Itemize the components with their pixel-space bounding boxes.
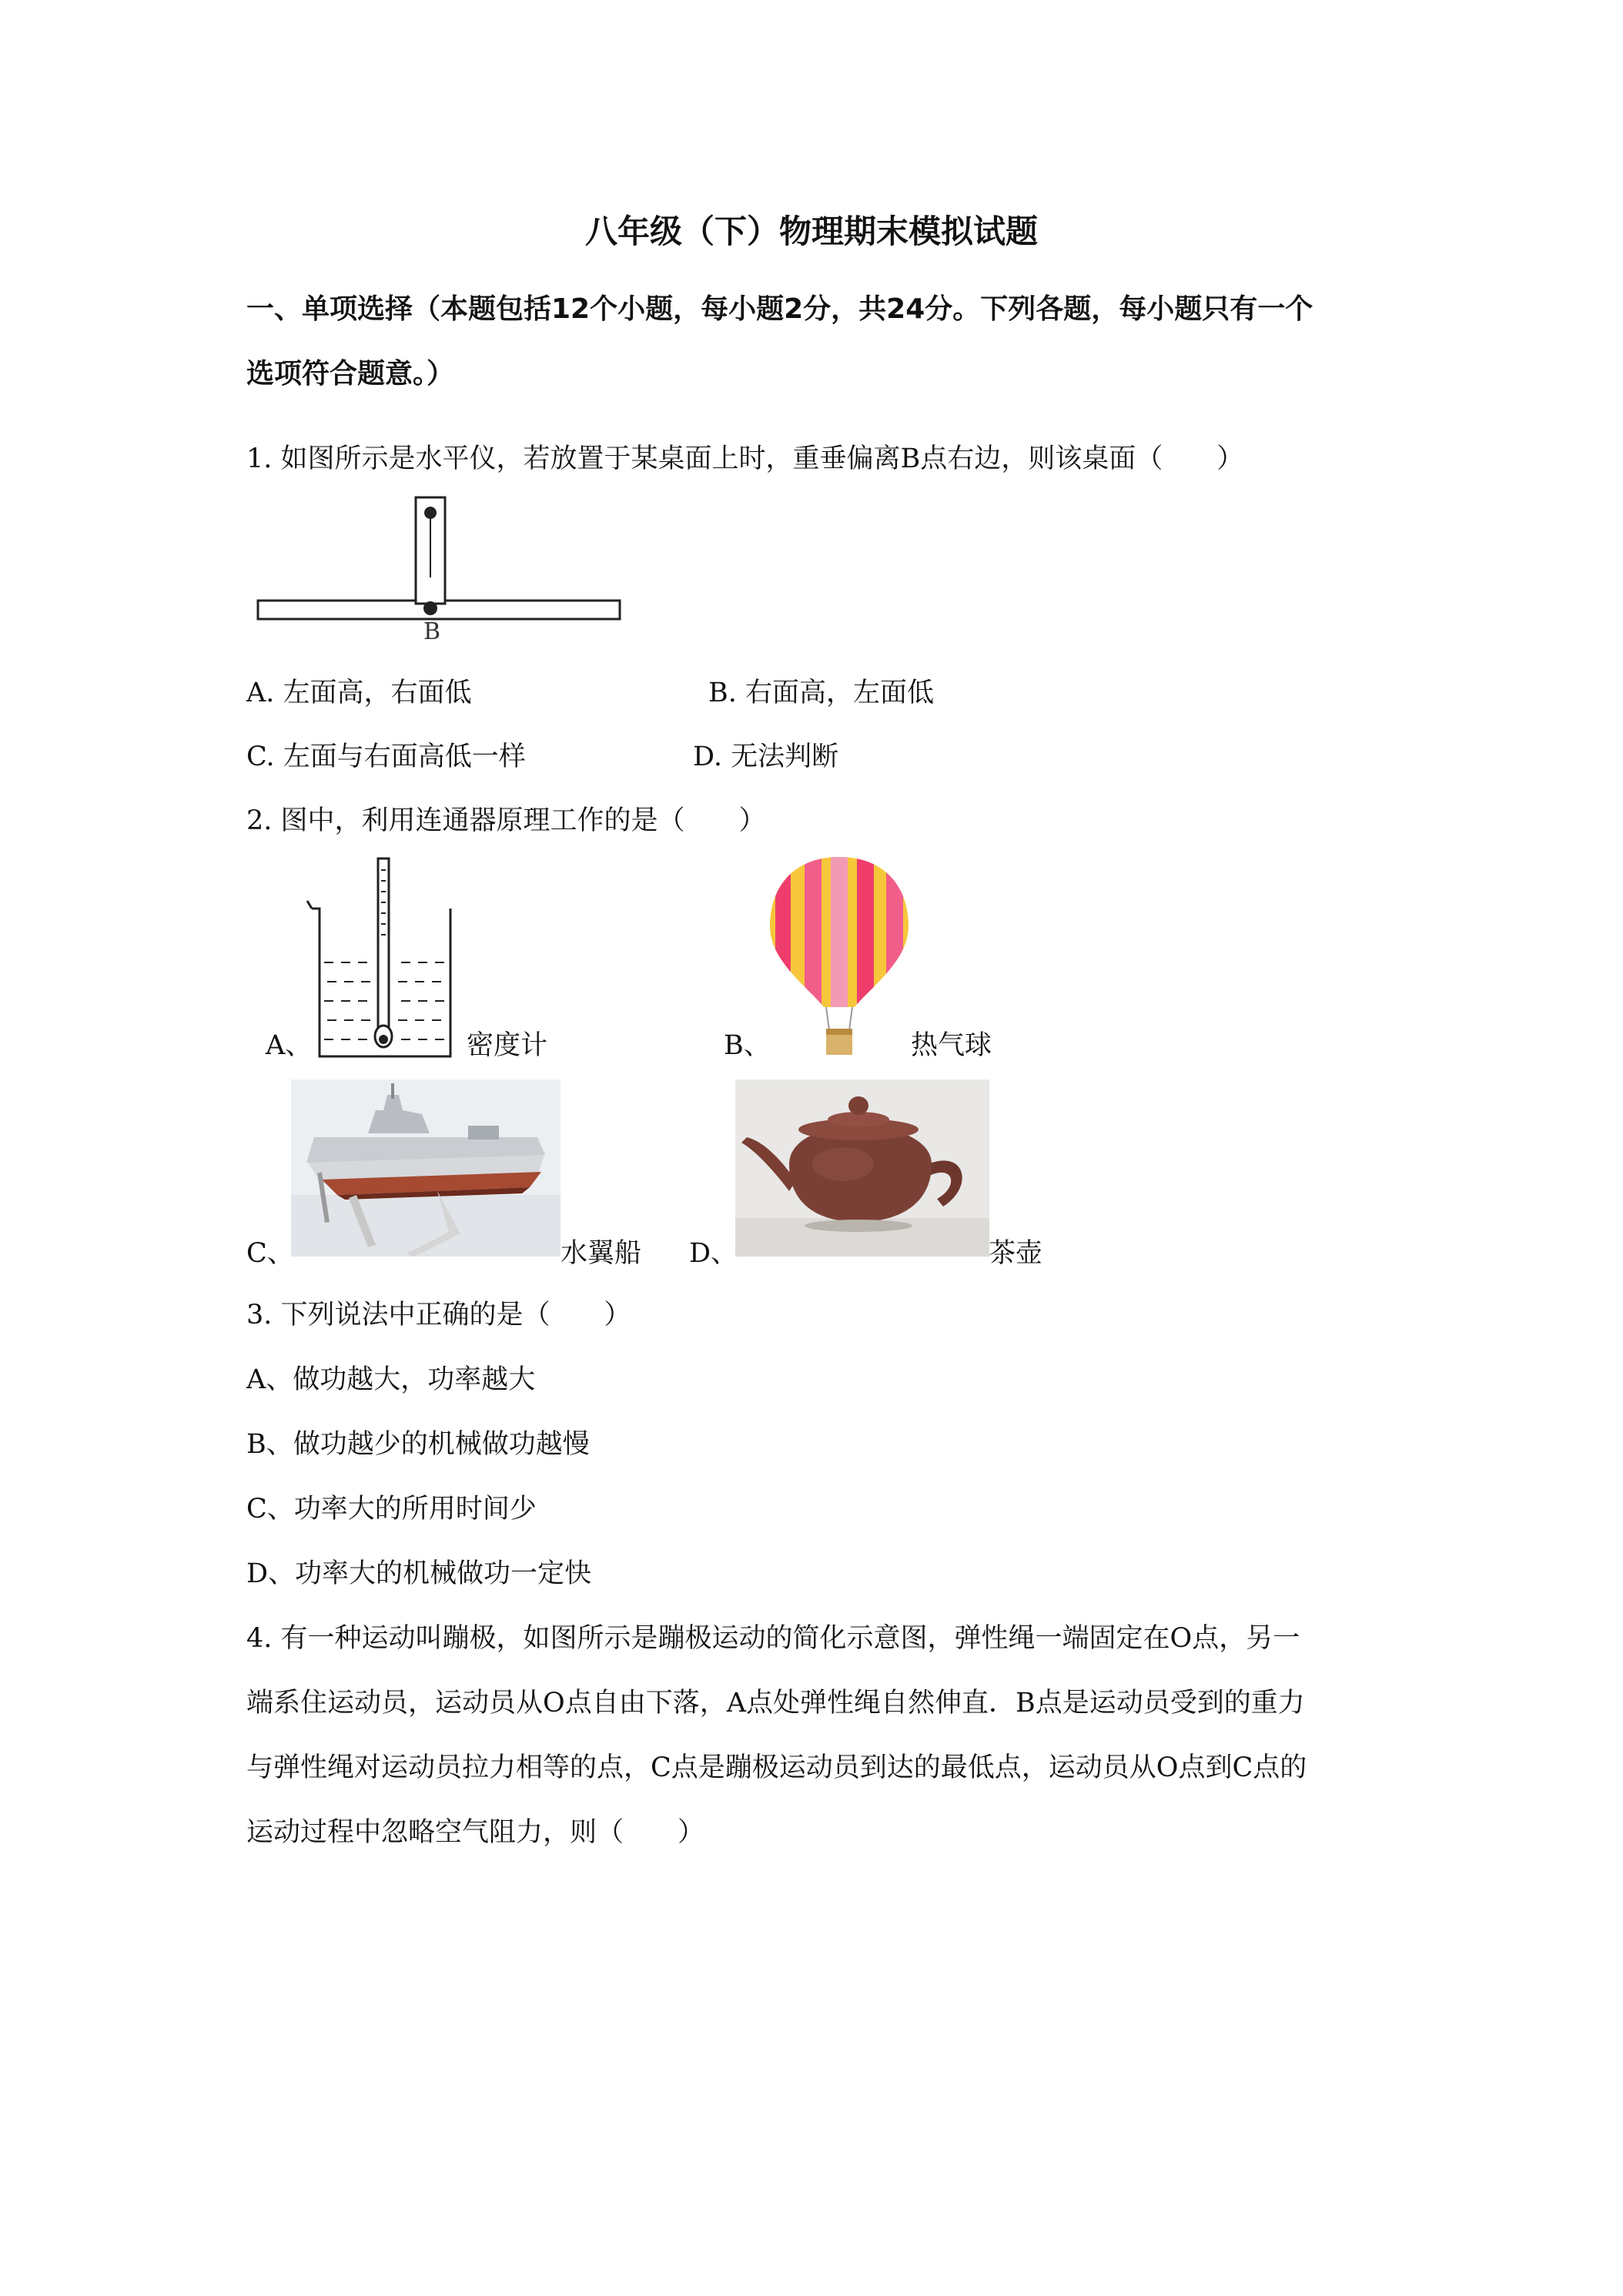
section-heading: [246, 277, 1401, 407]
q1-option-a: A. 左面高，右面低: [246, 678, 472, 708]
q1-option-b: B. 右面高，左面低: [708, 678, 934, 708]
q2-item-a-label: 密度计: [467, 1030, 548, 1061]
question-3-stem: 3. 下列说法中正确的是（ ）: [246, 1300, 631, 1330]
q2-item-c-letter: C、: [246, 1238, 294, 1269]
page-title: 八年级（下）物理期末模拟试题: [584, 213, 1038, 250]
question-4-line-1: 4. 有一种运动叫蹦极，如图所示是蹦极运动的简化示意图，弹性绳一端固定在O点，另一: [246, 1623, 1300, 1654]
section-heading-line-1: 一、单项选择（本题包括12个小题，每小题2分，共24分。下列各题，每小题只有一个: [246, 293, 1313, 325]
q3-option-a: A、做功越大，功率越大: [246, 1364, 536, 1395]
q2-item-d-letter: D、: [689, 1238, 738, 1269]
q1-option-d: D. 无法判断: [693, 741, 839, 772]
question-4-line-3: 与弹性绳对运动员拉力相等的点，C点是蹦极运动员到达的最低点，运动员从O点到C点的: [246, 1752, 1307, 1783]
section-heading-line-2: 选项符合题意。）: [246, 358, 455, 390]
question-2-stem: 2. 图中，利用连通器原理工作的是（ ）: [246, 805, 766, 836]
hot-air-balloon-figure: [766, 853, 912, 1061]
q3-option-c: C、功率大的所用时间少: [246, 1494, 537, 1525]
q2-item-a-letter: A、: [266, 1030, 313, 1061]
q3-option-d: D、功率大的机械做功一定快: [246, 1558, 592, 1589]
q3-option-b: B、做功越少的机械做功越慢: [246, 1429, 590, 1460]
figure-label-b: B: [423, 618, 441, 645]
hydrometer-figure: [304, 855, 466, 1063]
q2-item-d-label: 茶壶: [989, 1238, 1043, 1269]
q2-item-b-label: 热气球: [911, 1030, 992, 1061]
hydrofoil-ship-figure: [291, 1079, 561, 1257]
q1-option-c: C. 左面与右面高低一样: [246, 741, 526, 772]
q2-item-c-label: 水翼船: [561, 1238, 642, 1269]
question-4-line-4: 运动过程中忽略空气阻力，则（ ）: [246, 1817, 705, 1848]
question-4-line-2: 端系住运动员，运动员从O点自由下落，A点处弹性绳自然伸直．B点是运动员受到的重力: [246, 1688, 1305, 1719]
q2-item-b-letter: B、: [724, 1030, 771, 1061]
teapot-figure: [735, 1079, 989, 1257]
spirit-level-figure: [254, 493, 631, 647]
question-1-stem: 1. 如图所示是水平仪，若放置于某桌面上时，重垂偏离B点右边，则该桌面（ ）: [246, 443, 1244, 474]
